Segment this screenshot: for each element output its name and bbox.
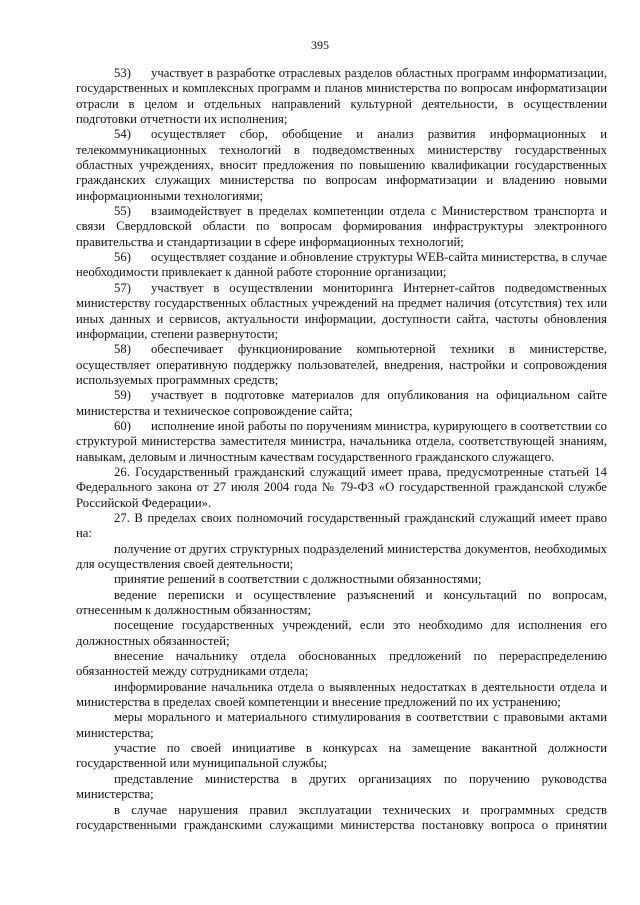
paragraph-53 — [76, 66, 607, 127]
paragraph-text: осуществляет создание и обновление структуры WEB-сайта министерства, в случае необходимости привлекает к данной работе сторонние организации; — [76, 250, 607, 280]
page-number: 395 — [311, 38, 329, 52]
paragraph-60 — [76, 419, 607, 465]
paragraph-26: 26. Государственный гражданский служащий имеет права, предусмотренные статьей 14 Федерального закона от 27 июля 2004 года № 79-ФЗ «О государственной гражданской службе Российской Федерации». — [76, 464, 607, 510]
paragraph-56 — [76, 250, 607, 281]
right-item: посещение государственных учреждений, если это необходимо для исполнения его должностных обязанностей; — [76, 618, 607, 648]
item-number: 58) — [114, 342, 131, 357]
right-item: меры морального и материального стимулирования в соответствии с правовыми актами министерства; — [76, 710, 607, 740]
right-item: участие по своей инициативе в конкурсах на замещение вакантной должности государственной или муниципальной службы; — [76, 741, 607, 771]
item-number: 56) — [114, 250, 131, 265]
item-number: 59) — [114, 388, 131, 403]
paragraph-text: исполнение иной работы по поручениям министра, курирующего в соответствии со структурой министерства заместителя министра, начальника отдела, соответствующей знаниям, навыкам, деловым и личностным качествам государственного гражданского служащего. — [76, 418, 607, 464]
paragraph-text: участвует в подготовке материалов для опубликования на официальном сайте министерства и техническое сопровождение сайта; — [76, 388, 607, 418]
paragraph-text: осуществляет сбор, обобщение и анализ развития информационных и телекоммуникационных технологий в подведомственных министерству государственных областных учреждениях, вносит предложения по повышению квалификации государственных гражданских служащих министерства по вопросам информатизации и владению новыми информационными технологиями; — [76, 127, 607, 203]
item-number: 53) — [114, 66, 131, 80]
right-item: ведение переписки и осуществление разъяснений и консультаций по вопросам, отнесенным к должностным обязанностям; — [76, 587, 607, 618]
paragraph-text: обеспечивает функционирование компьютерной техники в министерстве, осуществляет оперативную поддержку пользователей, внедрения, настройки и сопровождения используемых программных средств; — [76, 342, 607, 387]
right-item: принятие решений в соответствии с должностными обязанностями; — [114, 572, 482, 587]
right-item: представление министерства в других организациях по поручению руководства министерства; — [76, 771, 607, 802]
paragraph-54 — [76, 127, 607, 204]
paragraph-55 — [76, 204, 607, 250]
paragraph-59 — [76, 388, 607, 419]
paragraph-text: участвует в осуществлении мониторинга Интернет-сайтов подведомственных министерству государственных областных учреждений на предмет наличия (отсутствия) тех или иных данных и сервисов, актуальности информации, доступности сайта, частоты обновления информации, степени развернутости; — [76, 280, 607, 341]
paragraph-text: участвует в разработке отраслевых разделов областных программ информатизации, государственных и комплексных программ и планов министерства по вопросам информатизации отрасли в целом и отдельных направлений культурной деятельности, в осуществлении подготовки отчетности их исполнения; — [76, 66, 607, 127]
right-item: получение от других структурных подразделений министерства документов, необходимых для осуществления своей деятельности; — [76, 541, 607, 571]
paragraph-27: 27. В пределах своих полномочий государственный гражданский служащий имеет право на: — [76, 510, 607, 541]
document-body — [76, 66, 607, 833]
right-item: внесение начальнику отдела обоснованных предложений по перераспределению обязанностей между сотрудниками отдела; — [76, 649, 607, 679]
item-number: 60) — [114, 418, 131, 433]
paragraph-text: взаимодействует в пределах компетенции отдела с Министерством транспорта и связи Свердловской области по вопросам формирования инфраструктуры электронного правительства и стандартизации в сфере информационных технологий; — [76, 204, 607, 249]
right-item: в случае нарушения правил эксплуатации технических и программных средств государственными гражданскими служащими министерства постановку вопроса о принятии — [76, 802, 607, 832]
right-item: информирование начальника отдела о выявленных недостатках в деятельности отдела и министерства в пределах своей компетенции и внесение предложений по их устранению; — [76, 679, 607, 710]
paragraph-58 — [76, 342, 607, 388]
item-number: 54) — [114, 127, 131, 142]
item-number: 57) — [114, 280, 131, 295]
paragraph-57 — [76, 281, 607, 342]
item-number: 55) — [114, 204, 131, 219]
